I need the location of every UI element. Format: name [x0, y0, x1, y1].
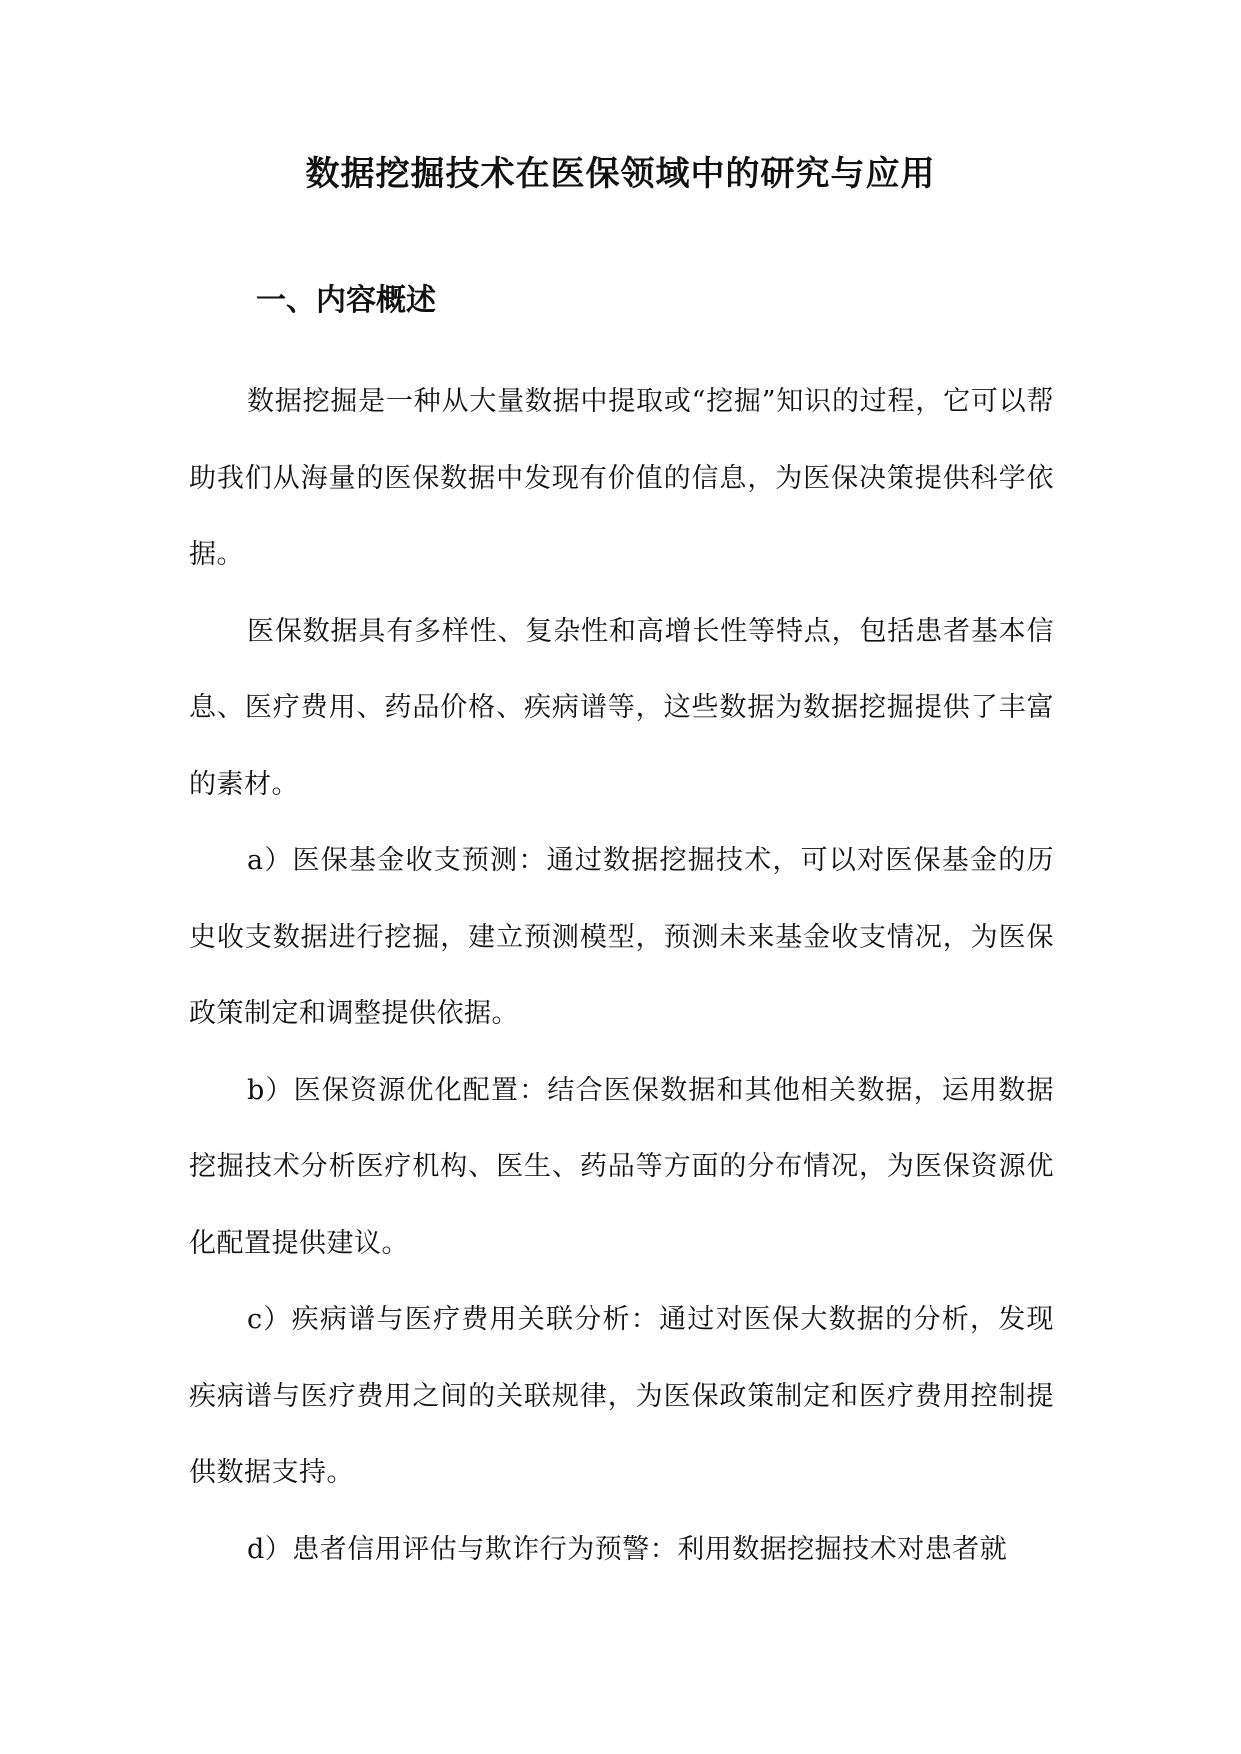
section-heading: 一、内容概述 — [256, 283, 436, 318]
document-body — [189, 364, 1054, 1588]
paragraph: b）医保资源优化配置：结合医保数据和其他相关数据，运用数据挖掘技术分析医疗机构、医生、药品等方面的分布情况，为医保资源优化配置提供建议。 — [189, 1074, 1054, 1259]
document-title: 数据挖掘技术在医保领域中的研究与应用 — [305, 154, 936, 194]
paragraph: c）疾病谱与医疗费用关联分析：通过对医保大数据的分析，发现疾病谱与医疗费用之间的关联规律，为医保政策制定和医疗费用控制提供数据支持。 — [189, 1304, 1054, 1488]
paragraph: 数据挖掘是一种从大量数据中提取或“挖掘”知识的过程，它可以帮助我们从海量的医保数据中发现有价值的信息，为医保决策提供科学依据。 — [189, 386, 1054, 570]
paragraph: 医保数据具有多样性、复杂性和高增长性等特点，包括患者基本信息、医疗费用、药品价格、疾病谱等，这些数据为数据挖掘提供了丰富的素材。 — [189, 615, 1054, 800]
paragraph: a）医保基金收支预测：通过数据挖掘技术，可以对医保基金的历史收支数据进行挖掘，建立预测模型，预测未来基金收支情况，为医保政策制定和调整提供依据。 — [189, 845, 1054, 1029]
paragraph: d）患者信用评估与欺诈行为预警：利用数据挖掘技术对患者就 — [247, 1533, 1008, 1565]
